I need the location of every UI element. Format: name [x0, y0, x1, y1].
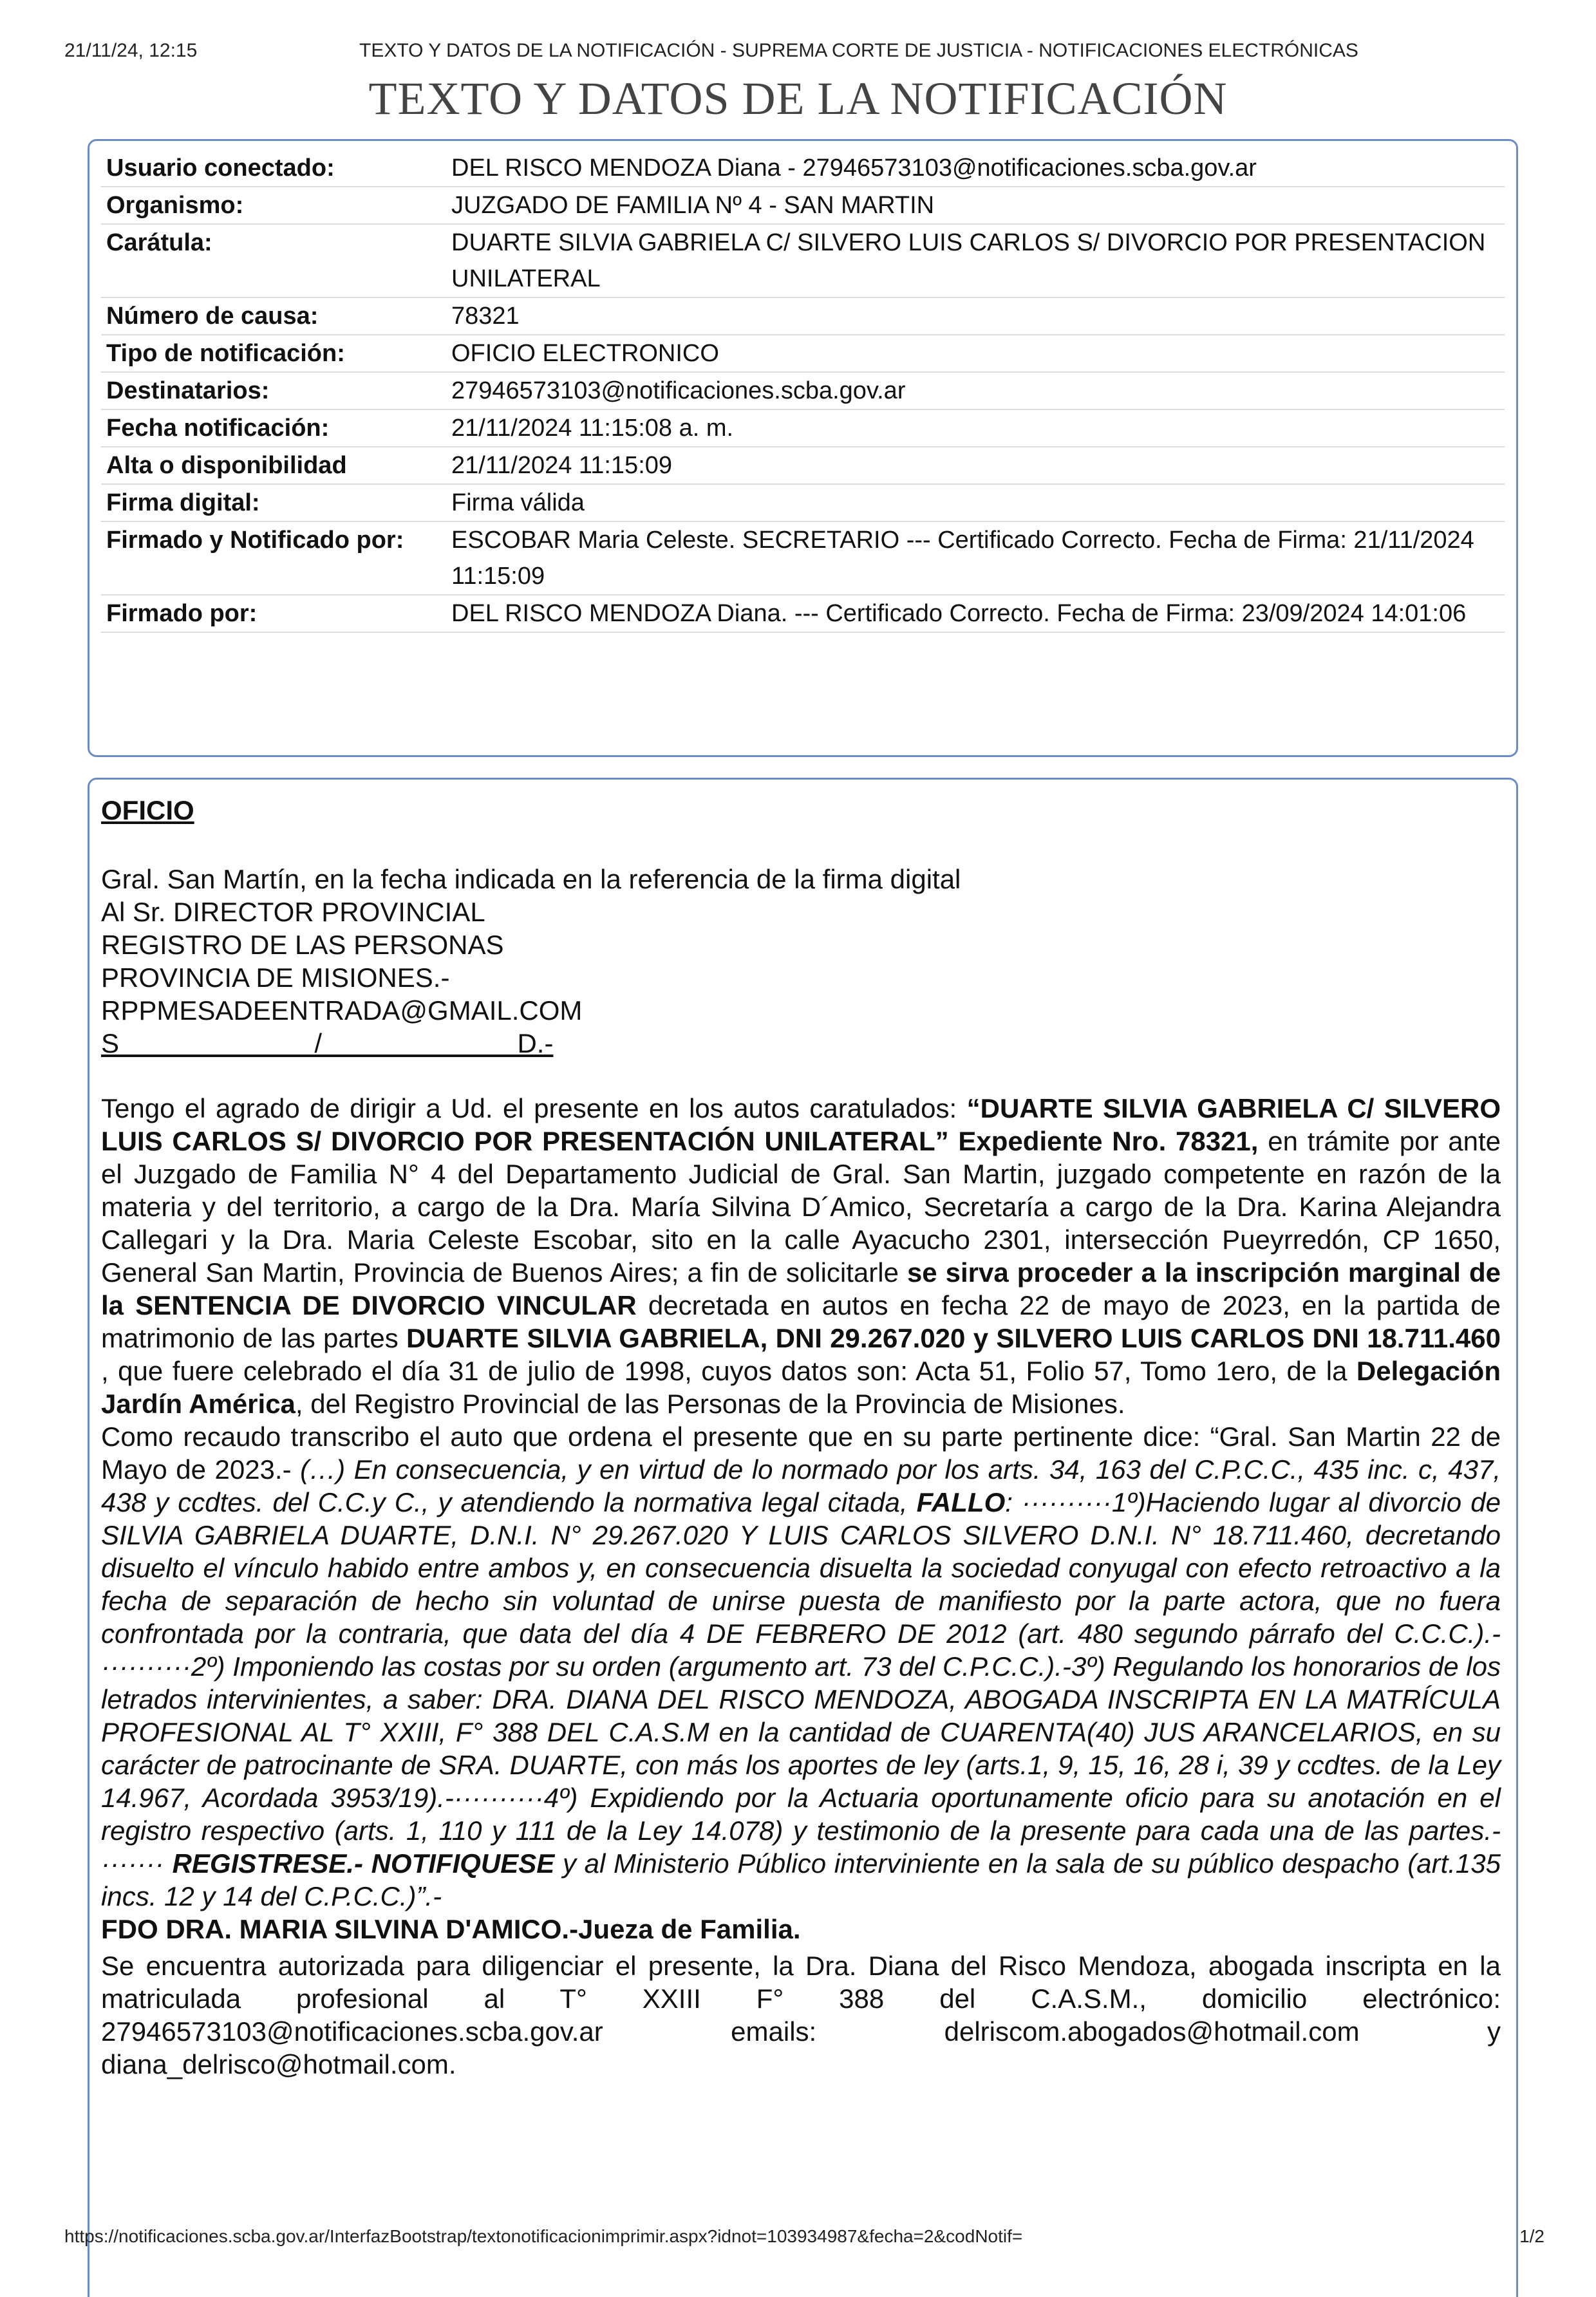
- address-line: RPPMESADEENTRADA@GMAIL.COM: [101, 995, 583, 1026]
- address-line: Gral. San Martín, en la fecha indicada en la referencia de la firma digital: [101, 864, 961, 894]
- info-value: Firma válida: [451, 489, 585, 516]
- address-line: REGISTRO DE LAS PERSONAS: [101, 930, 504, 960]
- info-value: 27946573103@notificaciones.scba.gov.ar: [451, 377, 906, 404]
- page-number: 1/2: [1519, 2226, 1544, 2246]
- info-row-numero: [101, 298, 1505, 335]
- paragraph-authorization: Se encuentra autorizada para diligenciar el presente, la Dra. Diana del Risco Mendoza, abogada inscripta en la matriculada profesional al T° XXIII F° 388 del C.A.S.M., domicilio electrónico: 27946573103@notificaciones.scba.gov.ar emails: delriscom.abogados@hotmail.com y diana_delrisco@hotmail.com.: [101, 1951, 1501, 2079]
- print-header: [64, 40, 1532, 66]
- print-footer: [64, 2226, 1544, 2252]
- notification-info-panel: [88, 139, 1518, 757]
- info-value: OFICIO ELECTRONICO: [451, 340, 719, 367]
- info-row-usuario: [101, 150, 1505, 187]
- signature-line: FDO DRA. MARIA SILVINA D'AMICO.-Jueza de Familia.: [101, 1914, 801, 1944]
- info-label: Tipo de notificación:: [106, 340, 345, 367]
- info-row-fecha: [101, 410, 1505, 447]
- info-label: Firma digital:: [106, 489, 260, 516]
- info-value: DUARTE SILVIA GABRIELA C/ SILVERO LUIS CARLOS S/ DIVORCIO POR PRESENTACION UNILATERAL: [451, 229, 1486, 292]
- info-value: DEL RISCO MENDOZA Diana - 27946573103@notificaciones.scba.gov.ar: [451, 155, 1257, 182]
- info-value: JUZGADO DE FAMILIA Nº 4 - SAN MARTIN: [451, 192, 935, 219]
- info-row-firmado: [101, 595, 1505, 633]
- info-label: Fecha notificación:: [106, 415, 330, 442]
- info-row-organismo: [101, 187, 1505, 225]
- info-label: Firmado y Notificado por:: [106, 527, 404, 554]
- info-row-caratula: [101, 225, 1505, 298]
- paragraph-transcription: Como recaudo transcribo el auto que ordena el presente que en su parte pertinente dice: “Gral. San Martin 22 de Mayo de 2023.- (…) En consecuencia, y en virtud de lo normado por los arts. 34, 163 del C.P.C.C., 435 inc. c, 437, 438 y ccdtes. del C.C.y C., y atendiendo la normativa legal citada, FALLO: ··········1º)Haciendo lugar al divorcio de SILVIA GABRIELA DUARTE, D.N.I. N° 29.267.020 Y LUIS CARLOS SILVERO D.N.I. N° 18.711.460, decretando disuelto el vínculo habido entre ambos y, en consecuencia disuelta la sociedad conyugal con efecto retroactivo a la fecha de separación de hecho sin voluntad de unirse puesta de manifiesto por la parte actora, que no fuera confrontada por la contraria, que data del día 4 DE FEBRERO DE 2012 (art. 480 segundo párrafo del C.C.C.).- ··········2º) Imponiendo las costas por su orden (argumento art. 73 del C.P.C.C.).-3º) Regulando los honorarios de los letrados intervinientes, a saber: DRA. DIANA DEL RISCO MENDOZA, ABOGADA INSCRIPTA EN LA MATRÍCULA PROFESIONAL AL T° XXIII, F° 388 DEL C.A.S.M en la cantidad de CUARENTA(40) JUS ARANCELARIOS, en su carácter de patrocinante de SRA. DUARTE, con más los aportes de ley (arts.1, 9, 15, 16, 28 i, 39 y ccdtes. de la Ley 14.967, Acordada 3953/19).-··········4º) Expidiendo por la Actuaria oportunamente oficio para su anotación en el registro respectivo (arts. 1, 110 y 111 de la Ley 14.078) y testimonio de la presente para cada una de las partes.-······· REGISTRESE.- NOTIFIQUESE y al Ministerio Público interviniente en la sala de su público despacho (art.135 incs. 12 y 14 del C.P.C.C.)”.-: [101, 1421, 1501, 1911]
- info-label: Número de causa:: [106, 303, 319, 330]
- page-url: https://notificaciones.scba.gov.ar/InterfazBootstrap/textonotificacionimprimir.aspx?idnot=103934987&fecha=2&codNotif=: [64, 2226, 1023, 2246]
- address-line: Al Sr. DIRECTOR PROVINCIAL: [101, 897, 485, 927]
- document-title: TEXTO Y DATOS DE LA NOTIFICACIÓN: [368, 73, 1228, 124]
- info-value: DEL RISCO MENDOZA Diana. --- Certificado Correcto. Fecha de Firma: 23/09/2024 14:01:06: [451, 600, 1467, 627]
- address-line: PROVINCIA DE MISIONES.-: [101, 962, 450, 993]
- info-label: Organismo:: [106, 192, 244, 219]
- info-label: Firmado por:: [106, 600, 258, 627]
- info-value: ESCOBAR Maria Celeste. SECRETARIO --- Certificado Correcto. Fecha de Firma: 21/11/2024 11:15:09: [451, 527, 1474, 590]
- paragraph-request: Tengo el agrado de dirigir a Ud. el presente en los autos caratulados: “DUARTE SILVIA GABRIELA C/ SILVERO LUIS CARLOS S/ DIVORCIO POR PRESENTACIÓN UNILATERAL” Expediente Nro. 78321, en trámite por ante el Juzgado de Familia N° 4 del Departamento Judicial de Gral. San Martin, juzgado competente en razón de la materia y del territorio, a cargo de la Dra. María Silvina D´Amico, Secretaría a cargo de la Dra. Karina Alejandra Callegari y la Dra. Maria Celeste Escobar, sito en la calle Ayacucho 2301, intersección Pueyrredón, CP 1650, General San Martin, Provincia de Buenos Aires; a fin de solicitarle se sirva proceder a la inscripción marginal de la SENTENCIA DE DIVORCIO VINCULAR decretada en autos en fecha 22 de mayo de 2023, en la partida de matrimonio de las partes DUARTE SILVIA GABRIELA, DNI 29.267.020 y SILVERO LUIS CARLOS DNI 18.711.460 , que fuere celebrado el día 31 de julio de 1998, cuyos datos son: Acta 51, Folio 57, Tomo 1ero, de la Delegación Jardín América, del Registro Provincial de las Personas de la Provincia de Misiones.: [101, 1093, 1501, 1419]
- info-table: [101, 150, 1505, 633]
- info-value: 21/11/2024 11:15:08 a. m.: [451, 415, 734, 442]
- address-sd-line: S / D.-: [101, 1028, 554, 1058]
- info-label: Usuario conectado:: [106, 155, 335, 182]
- info-value: 21/11/2024 11:15:09: [451, 452, 673, 479]
- info-row-firma: [101, 485, 1505, 522]
- print-datetime: 21/11/24, 12:15: [64, 40, 198, 61]
- info-row-tipo: [101, 335, 1505, 373]
- print-page-title: TEXTO Y DATOS DE LA NOTIFICACIÓN - SUPREMA CORTE DE JUSTICIA - NOTIFICACIONES ELECTRÓNICAS: [359, 40, 1358, 61]
- oficio-body: [101, 787, 1501, 2081]
- oficio-panel: [88, 778, 1518, 2297]
- info-row-firmado-notificado: [101, 522, 1505, 595]
- info-row-alta: [101, 447, 1505, 485]
- info-label: Alta o disponibilidad: [106, 452, 347, 479]
- info-label: Carátula:: [106, 229, 212, 256]
- address-block: [101, 863, 1501, 1060]
- info-value: 78321: [451, 303, 520, 330]
- oficio-heading: OFICIO: [101, 795, 194, 825]
- info-row-destinatarios: [101, 373, 1505, 410]
- info-label: Destinatarios:: [106, 377, 270, 404]
